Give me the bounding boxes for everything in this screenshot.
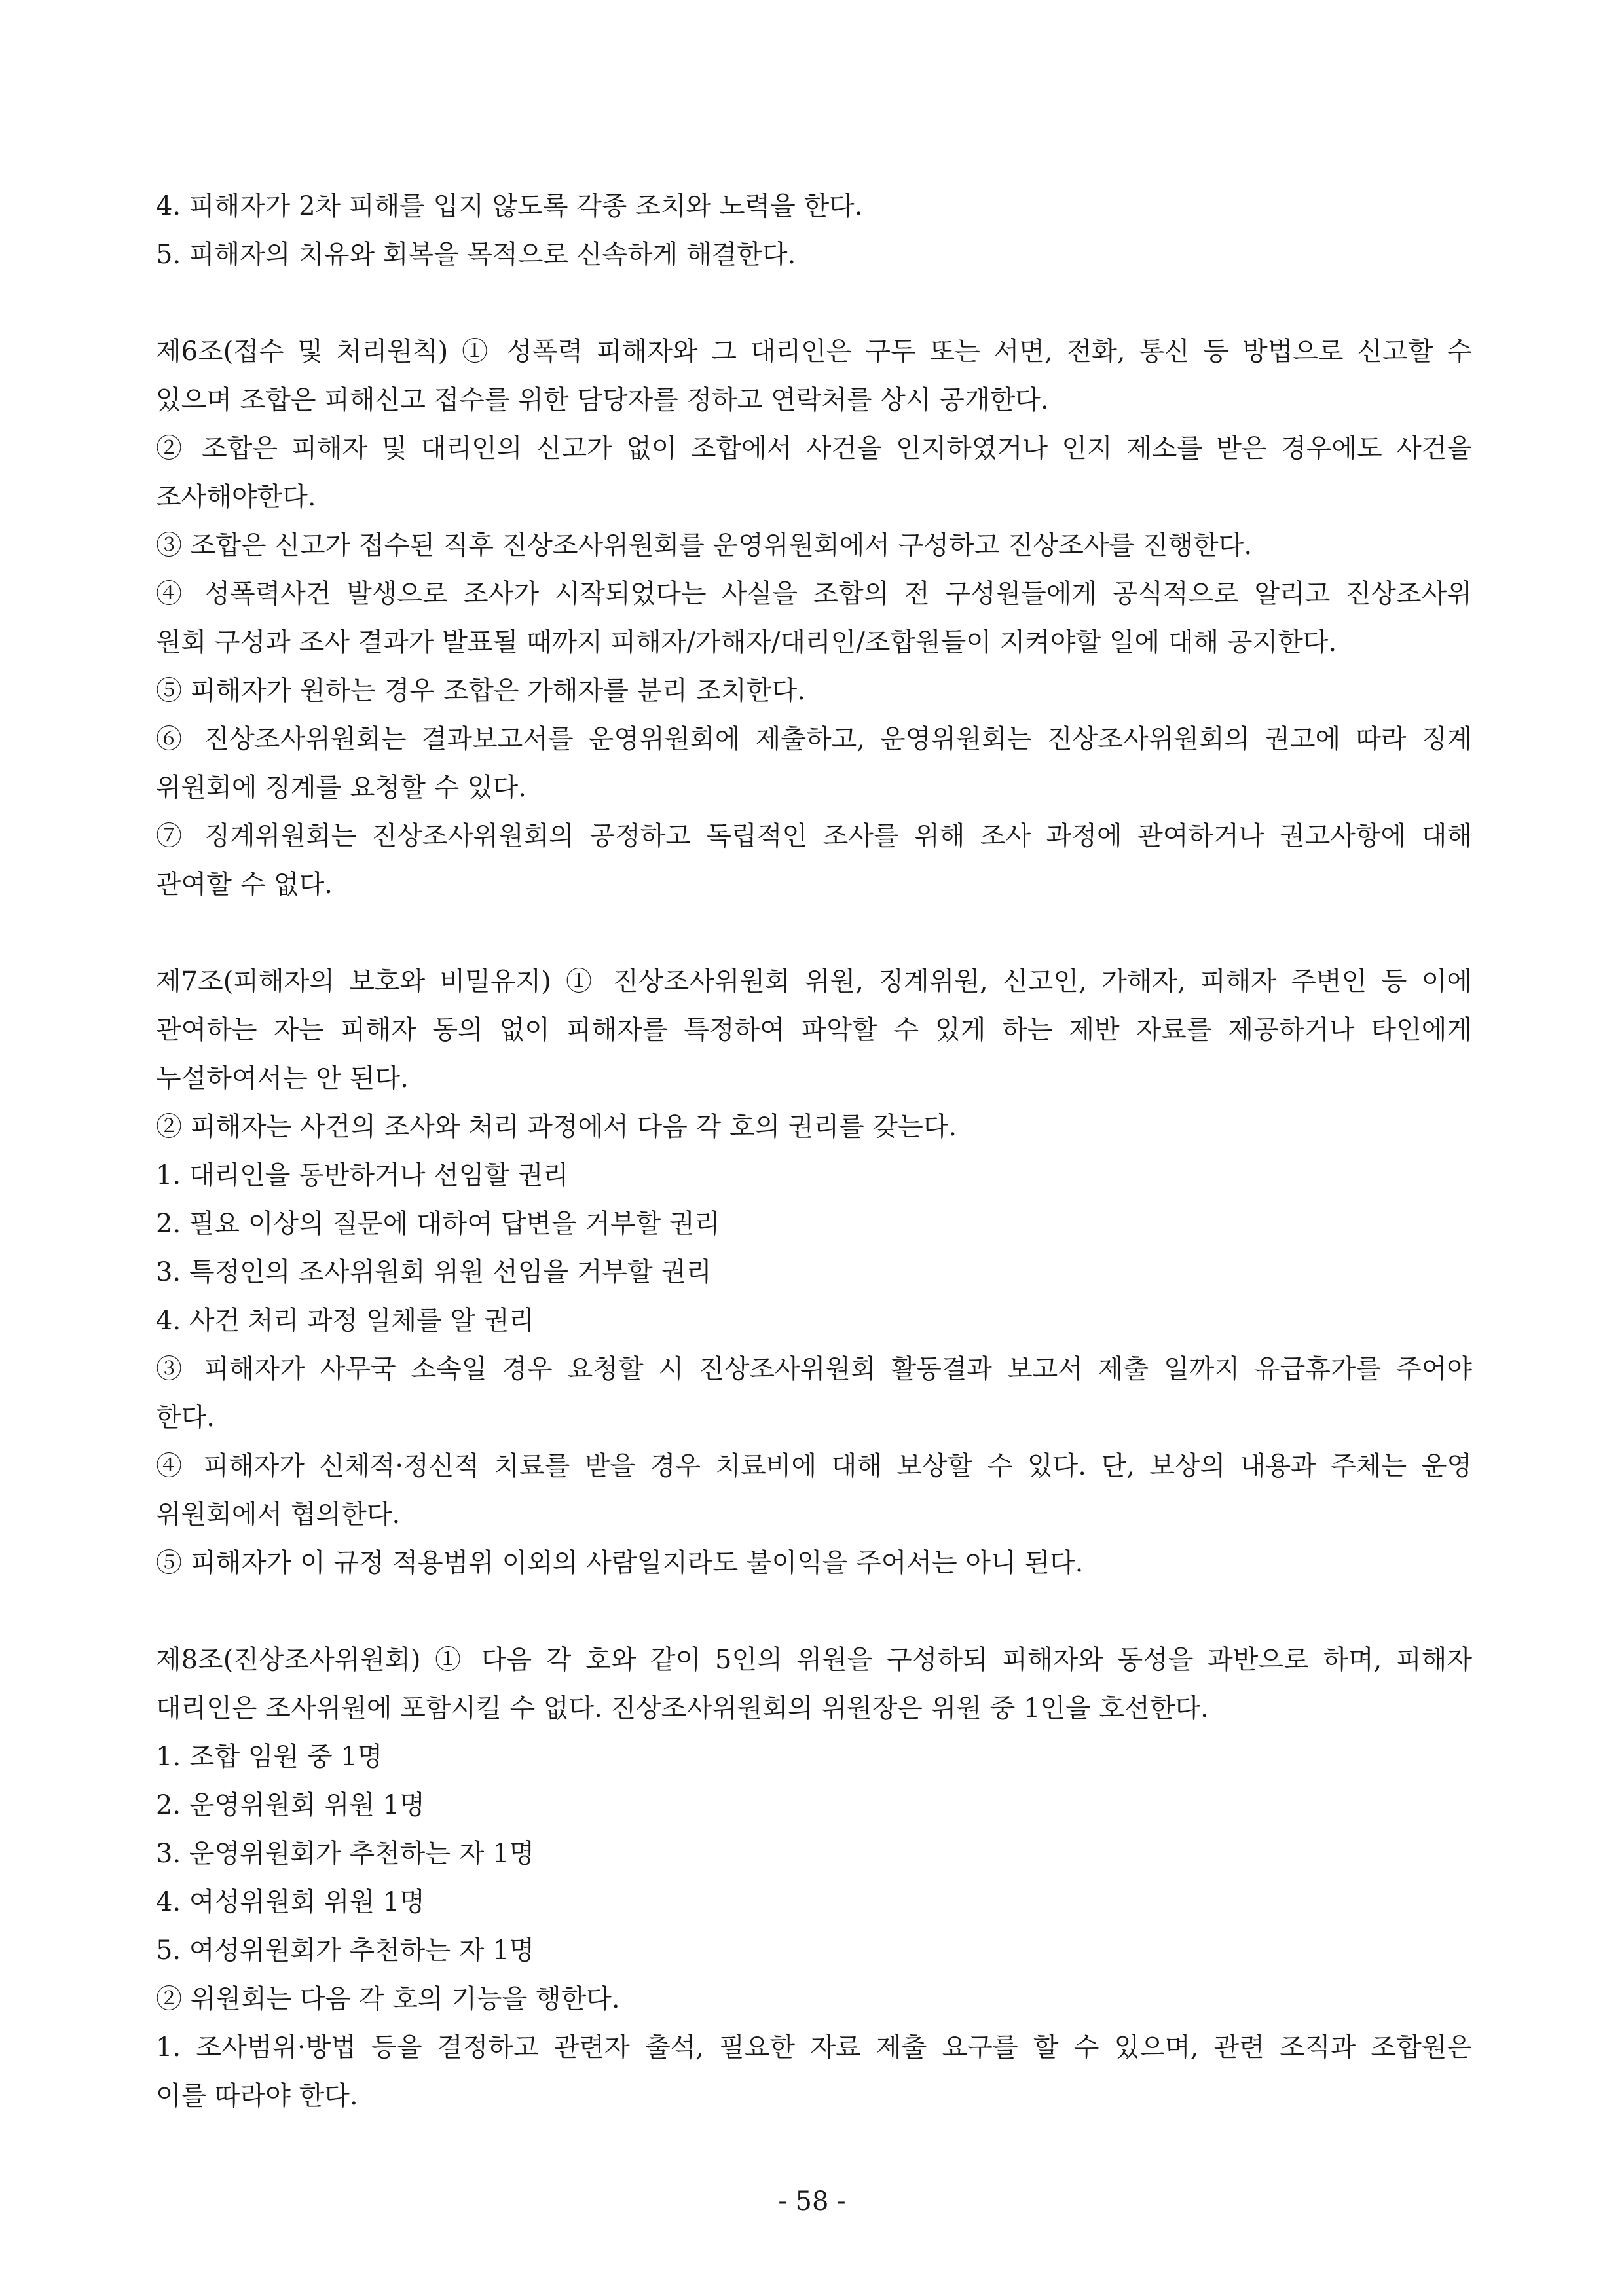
article-6-heading-line: 제6조(접수 및 처리원칙) ① 성폭력 피해자와 그 대리인은 구두 또는 서면, 전화, 통신 등 방법으로 신고할 수 [156, 337, 1472, 367]
paragraph-line: ② 피해자는 사건의 조사와 처리 과정에서 다음 각 호의 권리를 갖는다. [156, 1112, 957, 1142]
paragraph-line: 위원회에 징계를 요청할 수 있다. [156, 773, 526, 803]
paragraph-line: 있으며 조합은 피해신고 접수를 위한 담당자를 정하고 연락처를 상시 공개한다. [156, 385, 1049, 415]
list-item: 2. 운영위원회 위원 1명 [156, 1790, 425, 1820]
list-item: 1. 조사범위·방법 등을 결정하고 관련자 출석, 필요한 자료 제출 요구를 할 수 있으며, 관련 조직과 조합원은 [156, 2032, 1472, 2063]
list-item: 4. 여성위원회 위원 1명 [156, 1887, 425, 1917]
list-item: 4. 피해자가 2차 피해를 입지 않도록 각종 조치와 노력을 한다. [156, 191, 863, 221]
paragraph-line: ⑦ 징계위원회는 진상조사위원회의 공정하고 독립적인 조사를 위해 조사 과정에 관여하거나 권고사항에 대해 [156, 821, 1472, 851]
paragraph-gap [156, 1587, 1472, 1636]
article-8-heading-line: 제8조(진상조사위원회) ① 다음 각 호와 같이 5인의 위원을 구성하되 피해자와 동성을 과반으로 하며, 피해자 [156, 1645, 1472, 1675]
paragraph-gap [156, 279, 1472, 327]
document-body [156, 182, 1472, 2120]
paragraph-line: 대리인은 조사위원에 포함시킬 수 없다. 진상조사위원회의 위원장은 위원 중 1인을 호선한다. [156, 1693, 1209, 1723]
paragraph-line: ③ 조합은 신고가 접수된 직후 진상조사위원회를 운영위원회에서 구성하고 진상조사를 진행한다. [156, 530, 1253, 560]
paragraph-line: ⑤ 피해자가 원하는 경우 조합은 가해자를 분리 조치한다. [156, 676, 805, 706]
list-item: 4. 사건 처리 과정 일체를 알 권리 [156, 1306, 535, 1336]
paragraph-line: ⑥ 진상조사위원회는 결과보고서를 운영위원회에 제출하고, 운영위원회는 진상조사위원회의 권고에 따라 징계 [156, 724, 1472, 754]
paragraph-line: 조사해야한다. [156, 482, 316, 512]
paragraph-line: 한다. [156, 1403, 215, 1433]
paragraph-line: ⑤ 피해자가 이 규정 적용범위 이외의 사람일지라도 불이익을 주어서는 아니 된다. [156, 1548, 1084, 1578]
paragraph-line: ③ 피해자가 사무국 소속일 경우 요청할 시 진상조사위원회 활동결과 보고서 제출 일까지 유급휴가를 주어야 [156, 1354, 1472, 1384]
list-item: 3. 특정인의 조사위원회 위원 선임을 거부할 권리 [156, 1257, 712, 1287]
paragraph-line: 누설하여서는 안 된다. [156, 1063, 409, 1093]
page-number: - 58 - [778, 2186, 846, 2216]
paragraph-line: ② 조합은 피해자 및 대리인의 신고가 없이 조합에서 사건을 인지하였거나 인지 제소를 받은 경우에도 사건을 [156, 433, 1472, 464]
paragraph-line: 원회 구성과 조사 결과가 발표될 때까지 피해자/가해자/대리인/조합원들이 지켜야할 일에 대해 공지한다. [156, 627, 1337, 657]
paragraph-line: 이를 따라야 한다. [156, 2081, 358, 2111]
paragraph-line: 관여하는 자는 피해자 동의 없이 피해자를 특정하여 파악할 수 있게 하는 제반 자료를 제공하거나 타인에게 [156, 1015, 1472, 1045]
paragraph-gap [156, 909, 1472, 957]
list-item: 5. 여성위원회가 추천하는 자 1명 [156, 1936, 535, 1966]
list-item: 1. 조합 임원 중 1명 [156, 1742, 383, 1772]
list-item: 3. 운영위원회가 추천하는 자 1명 [156, 1839, 535, 1869]
article-7-heading-line: 제7조(피해자의 보호와 비밀유지) ① 진상조사위원회 위원, 징계위원, 신고인, 가해자, 피해자 주변인 등 이에 [156, 966, 1472, 997]
list-item: 1. 대리인을 동반하거나 선임할 권리 [156, 1160, 568, 1190]
list-item: 2. 필요 이상의 질문에 대하여 답변을 거부할 권리 [156, 1209, 720, 1239]
list-item: 5. 피해자의 치유와 회복을 목적으로 신속하게 해결한다. [156, 240, 796, 270]
paragraph-line: ② 위원회는 다음 각 호의 기능을 행한다. [156, 1984, 620, 2014]
paragraph-line: 관여할 수 없다. [156, 870, 333, 900]
paragraph-line: 위원회에서 협의한다. [156, 1499, 401, 1530]
paragraph-line: ④ 피해자가 신체적·정신적 치료를 받을 경우 치료비에 대해 보상할 수 있다. 단, 보상의 내용과 주체는 운영 [156, 1451, 1472, 1481]
paragraph-line: ④ 성폭력사건 발생으로 조사가 시작되었다는 사실을 조합의 전 구성원들에게 공식적으로 알리고 진상조사위 [156, 579, 1472, 609]
